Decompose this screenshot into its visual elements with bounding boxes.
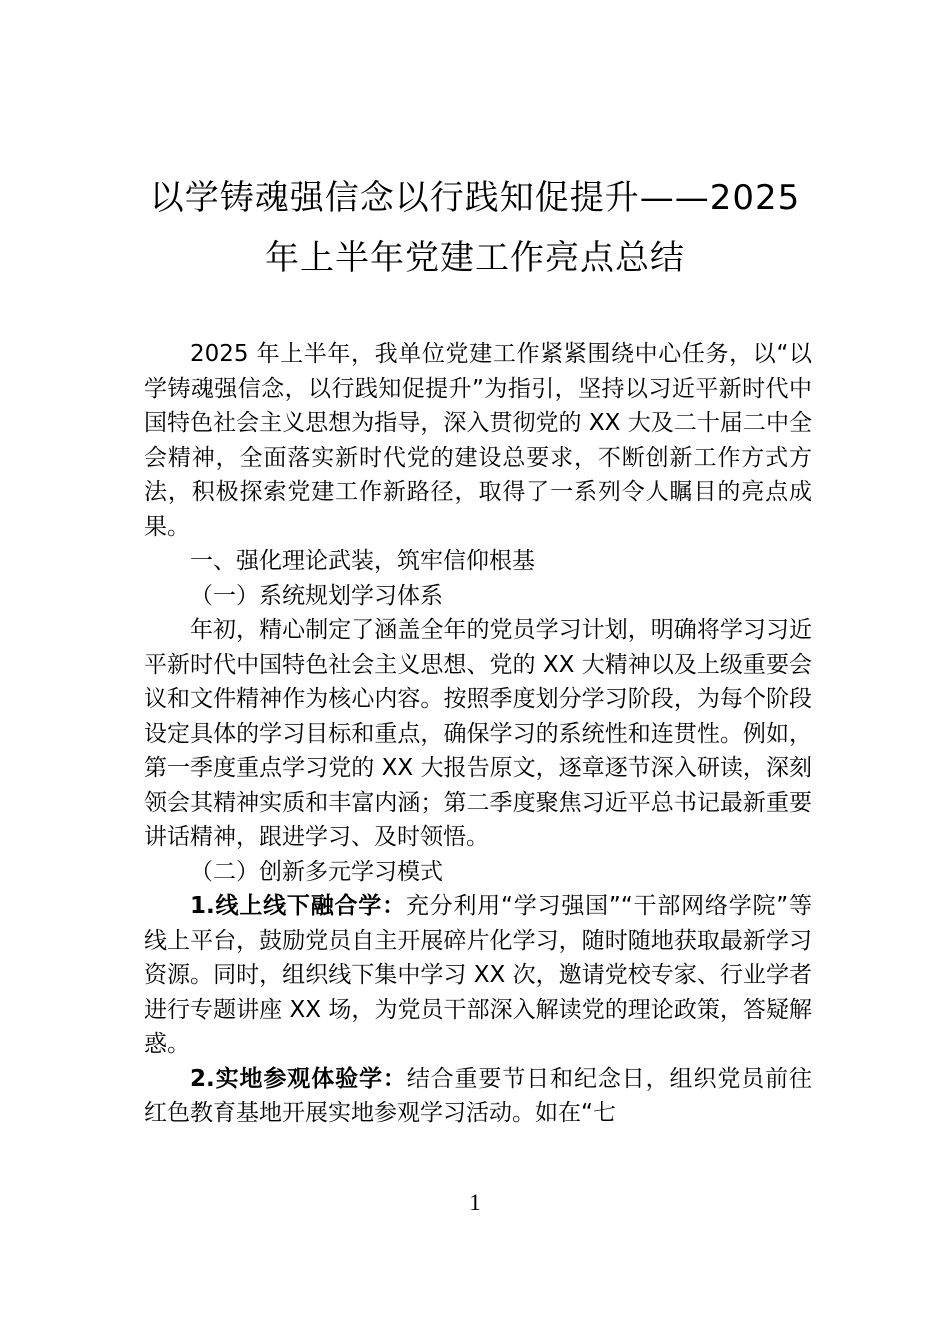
item-1-paragraph — [144, 889, 812, 1062]
title-line-2: 年上半年党建工作亮点总结 — [265, 238, 685, 278]
subsection-1-paragraph: 年初，精心制定了涵盖全年的党员学习计划，明确将学习习近平新时代中国特色社会主义思想、党的 XX 大精神以及上级重要会议和文件精神作为核心内容。按照季度划分学习阶段，为每个阶段设定具体的学习目标和重点，确保学习的系统性和连贯性。例如，第一季度重点学习党的 XX 大报告原文，逐章逐节深入研读，深刻领会其精神实质和丰富内涵；第二季度聚焦习近平总书记最新重要讲话精神，跟进学习、及时领悟。 — [144, 617, 812, 850]
item-1-text: 充分利用“学习强国”“干部网络学院”等线上平台，鼓励党员自主开展碎片化学习，随时随地获取最新学习资源。同时，组织线下集中学习 XX 次，邀请党校专家、行业学者进行专题讲座 XX 场，为党员干部深入解读党的理论政策，答疑解惑。 — [144, 893, 812, 1057]
subsection-heading-2: （二）创新多元学习模式 — [190, 858, 443, 885]
document-title — [140, 168, 810, 288]
title-line-1: 以学铸魂强信念以行践知促提升——2025 — [149, 178, 801, 218]
document-body — [144, 337, 812, 1131]
item-2-text: 结合重要节日和纪念日，组织党员前往红色教育基地开展实地参观学习活动。如在“七 — [144, 1065, 813, 1126]
page-number: 1 — [469, 1190, 481, 1215]
section-heading-1: 一、强化理论武装，筑牢信仰根基 — [190, 548, 535, 574]
intro-paragraph: 2025 年上半年，我单位党建工作紧紧围绕中心任务，以“以学铸魂强信念，以行践知促提升”为指引，坚持以习近平新时代中国特色社会主义思想为指导，深入贯彻党的 XX 大及二十届二中全会精神，全面落实新时代党的建设总要求，不断创新工作方式方法，积极探索党建工作新路径，取得了一系列令人瞩目的亮点成果。 — [144, 341, 812, 540]
subsection-heading-1: （一）系统规划学习体系 — [190, 582, 443, 609]
item-2-lead: 2.实地参观体验学： — [190, 1065, 407, 1092]
item-2-paragraph — [144, 1062, 812, 1131]
item-1-lead: 1.线上线下融合学： — [190, 893, 406, 919]
